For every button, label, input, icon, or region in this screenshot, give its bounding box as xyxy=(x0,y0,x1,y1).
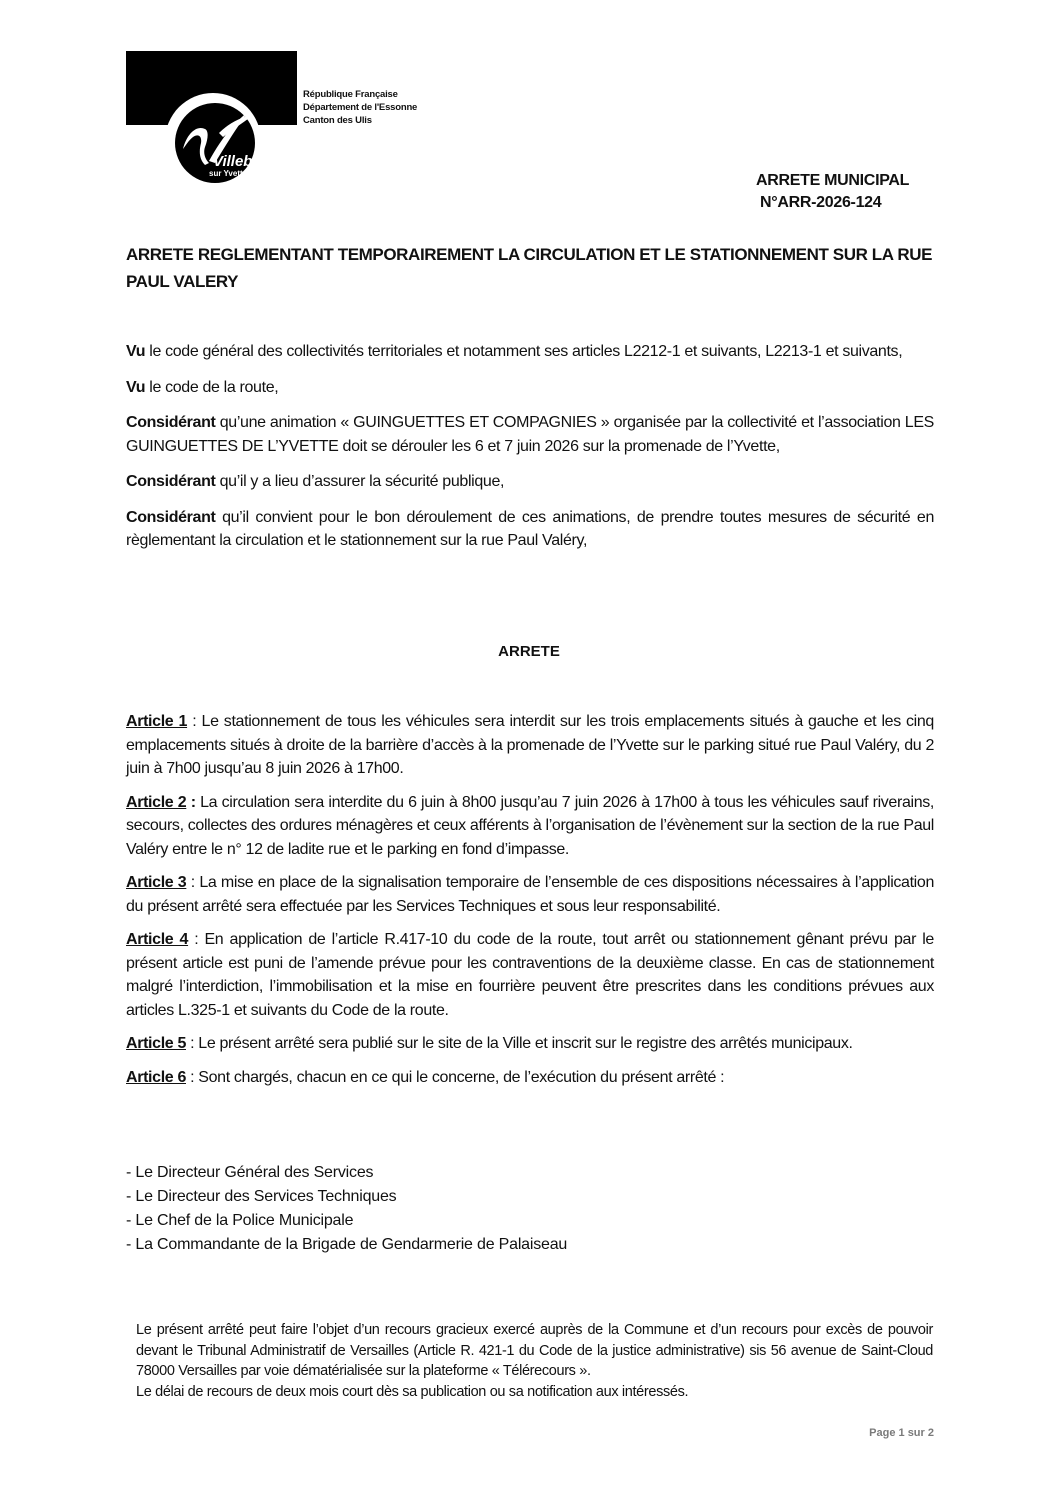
article-text: La circulation sera interdite du 6 juin à 8h00 jusqu’au 7 juin 2026 à 17h00 à tous les véhicules sauf riverains, secours, collectes des ordures ménagères et ceux afférents à l’organisation de l’évènement sur la section de la rue Paul Valéry entre le n° 12 de ladite rue et le parking en fond d’impasse. xyxy=(126,793,934,858)
visa-lead: Vu xyxy=(126,378,146,396)
article-1 xyxy=(126,710,934,781)
recours-delay: Le délai de recours de deux mois court dès sa publication ou sa notification aux intéressés. xyxy=(136,1383,689,1400)
article-3 xyxy=(126,871,934,918)
article-2 xyxy=(126,791,934,862)
visa-paragraph xyxy=(126,506,934,553)
page-number: Page 1 sur 2 xyxy=(869,1427,934,1439)
header-republic: République Française xyxy=(303,89,398,100)
visa-text: qu’une animation « GUINGUETTES ET COMPAGNIES » organisée par la collectivité et l’association LES GUINGUETTES DE L’YVETTE doit se dérouler les 6 et 7 juin 2026 sur la promenade de l’Yvette, xyxy=(126,414,934,455)
recours-paragraph: Le présent arrêté peut faire l’objet d’un recours gracieux exercé auprès de la Commune et d’un recours pour excès de pouvoir devant le Tribunal Administratif de Versailles (Article R. 421-1 du Code de la justice administrative) sis 56 avenue de Saint-Cloud 78000 Versailles par voie dématérialisée sur la plateforme « Télérecours ». xyxy=(136,1322,933,1379)
visa-paragraph xyxy=(126,411,934,458)
villebon-logo xyxy=(175,103,271,183)
article-label: Article 3 xyxy=(126,874,187,891)
articles-section xyxy=(126,710,934,1089)
visas-section xyxy=(126,340,934,553)
article-separator: : xyxy=(187,713,202,730)
list-item: - Le Chef de la Police Municipale xyxy=(126,1212,354,1229)
visa-paragraph xyxy=(126,376,934,400)
article-text: En application de l’article R.417-10 du code de la route, tout arrêt ou stationnement gênant prévu par le présent article est puni de l’amende prévue pour les contraventions de la deuxième classe. En cas de stationnement malgré l’interdiction, l’immobilisation et la mise en fourrière peuvent être prescrites dans les conditions prévues aux articles L.325-1 et suivants du Code de la route. xyxy=(126,931,934,1019)
visa-text: le code général des collectivités territoriales et notamment ses articles L2212-1 et suivants, L2213-1 et suivants, xyxy=(145,343,903,360)
visa-lead: Considérant xyxy=(126,508,216,526)
list-item: - Le Directeur Général des Services xyxy=(126,1164,374,1181)
visa-lead: Considérant xyxy=(126,414,216,431)
article-label: Article 4 xyxy=(126,931,189,948)
visa-lead: Considérant xyxy=(126,473,216,490)
visa-text: qu’il convient pour le bon déroulement de ces animations, de prendre toutes mesures de sécurité en règlementant la circulation et le stationnement sur la rue Paul Valéry, xyxy=(126,508,934,549)
article-4 xyxy=(126,928,934,1022)
list-item: - Le Directeur des Services Techniques xyxy=(126,1188,397,1205)
responsables-list xyxy=(126,1161,567,1257)
article-6 xyxy=(126,1066,934,1090)
header-department: Département de l'Essonne xyxy=(303,102,418,113)
article-separator: : xyxy=(186,874,200,891)
recours-note xyxy=(136,1320,933,1402)
article-5 xyxy=(126,1032,934,1056)
arrete-number: N°ARR-2026-124 xyxy=(760,194,882,211)
article-text: Le stationnement de tous les véhicules sera interdit sur les trois emplacements situés à gauche et les cinq emplacements situés à droite de la barrière d’accès à la promenade de l’Yvette sur le parking situé rue Paul Valéry, du 2 juin à 7h00 jusqu’au 8 juin 2026 à 17h00. xyxy=(126,713,934,777)
logo-subname: sur Yvette xyxy=(209,169,248,178)
logo-name: Villebon xyxy=(213,153,271,170)
decision-heading: ARRETE xyxy=(498,643,560,660)
article-separator: : xyxy=(188,931,205,948)
arrete-reference xyxy=(756,170,909,214)
administrative-header xyxy=(303,88,417,127)
article-text: Sont chargés, chacun en ce qui le concerne, de l’exécution du présent arrêté : xyxy=(198,1068,725,1086)
visa-paragraph xyxy=(126,340,934,364)
visa-lead: Vu xyxy=(126,343,146,360)
list-item: - La Commandante de la Brigade de Gendarmerie de Palaiseau xyxy=(126,1236,568,1253)
article-separator: : xyxy=(186,1068,199,1086)
swan-emblem-icon xyxy=(175,103,271,183)
article-label: Article 5 xyxy=(126,1035,186,1052)
article-label: Article 1 xyxy=(126,713,188,730)
visa-text: qu’il y a lieu d’assurer la sécurité publique, xyxy=(215,473,505,490)
article-separator: : xyxy=(186,793,201,811)
document-title: ARRETE REGLEMENTANT TEMPORAIREMENT LA CIRCULATION ET LE STATIONNEMENT SUR LA RUE PAUL VALERY xyxy=(126,245,933,291)
article-label: Article 6 xyxy=(126,1068,186,1086)
article-text: La mise en place de la signalisation temporaire de l’ensemble de ces dispositions nécessaires à l’application du présent arrêté sera effectuée par les Services Techniques et sous leur responsabilité. xyxy=(126,874,934,915)
article-text: Le présent arrêté sera publié sur le site de la Ville et inscrit sur le registre des arrêtés municipaux. xyxy=(198,1035,853,1052)
header-canton: Canton des Ulis xyxy=(303,115,372,126)
article-separator: : xyxy=(186,1035,199,1052)
visa-text: le code de la route, xyxy=(145,378,279,396)
visa-paragraph xyxy=(126,470,934,494)
article-label: Article 2 xyxy=(126,793,187,811)
arrete-type: ARRETE MUNICIPAL xyxy=(756,172,910,189)
